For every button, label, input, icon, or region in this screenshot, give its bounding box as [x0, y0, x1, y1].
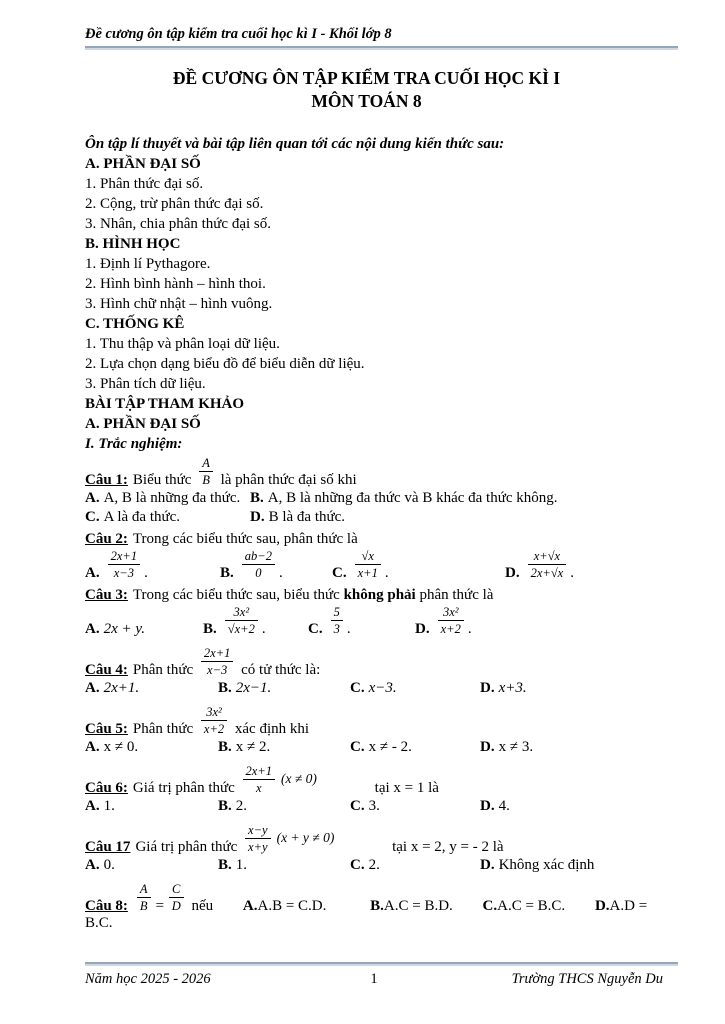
option-a [85, 620, 203, 639]
option-b-text: 1. [235, 857, 248, 873]
fraction [438, 605, 464, 636]
option-c-label: C. [332, 565, 347, 581]
option-a [85, 549, 220, 583]
section-b-item: 3. Hình chữ nhật – hình vuông. [85, 296, 273, 312]
option-c-label: C. [350, 739, 365, 755]
question-2 [85, 529, 663, 583]
option-d [480, 679, 663, 698]
fraction-denominator: x [255, 781, 262, 795]
option-b [250, 489, 663, 508]
question-2-text [85, 529, 663, 549]
question-6-text [85, 764, 663, 797]
fraction-numerator: 5 [331, 605, 343, 621]
page-header [85, 26, 678, 50]
option-c-label: C. [350, 798, 365, 814]
option-c-text: x ≠ - 2. [368, 739, 412, 755]
option-c-text: A.C = B.C. [497, 898, 566, 914]
question-1-options-row2 [85, 508, 663, 527]
footer-row [85, 971, 678, 988]
option-d [480, 738, 663, 757]
fraction-numerator: 3x² [225, 605, 258, 621]
period: . [570, 565, 574, 581]
option-b-text: x ≠ 2. [235, 739, 271, 755]
question-17-options [85, 856, 663, 875]
option-d-label: D. [480, 739, 495, 755]
fraction-numerator: ab−2 [242, 549, 275, 565]
option-c [308, 605, 415, 639]
page-footer [85, 959, 678, 988]
doc-title-line2: MÔN TOÁN 8 [311, 91, 422, 111]
fraction-denominator: 3 [333, 622, 340, 636]
option-b-text: A.C = B.D. [383, 898, 453, 914]
option-c [350, 679, 480, 698]
option-c [350, 797, 480, 816]
fraction-denominator: √x+2 [227, 622, 255, 636]
fraction [199, 456, 213, 487]
equals-sign: = [154, 898, 165, 914]
question-6-condition: (x ≠ 0) [281, 771, 317, 786]
option-b-label: B. [203, 621, 217, 637]
question-17-label: Câu 17 [85, 839, 131, 855]
question-6-pre: Giá trị phân thức [132, 780, 235, 796]
fraction [528, 549, 567, 580]
question-1-text [85, 456, 663, 489]
option-c-text: A là đa thức. [103, 509, 181, 525]
section-a-head: A. PHẦN ĐẠI SỐ [85, 156, 201, 172]
doc-title-line1: ĐỀ CƯƠNG ÔN TẬP KIỂM TRA CUỐI HỌC KÌ I [172, 68, 561, 88]
option-c [332, 549, 505, 583]
question-6-label: Câu 6: [85, 780, 128, 796]
option-b [370, 898, 453, 914]
option-d [480, 856, 663, 875]
fraction-numerator: x−y [245, 823, 271, 839]
period: . [278, 565, 283, 581]
doc-title [85, 67, 648, 113]
option-d-label: D. [480, 798, 495, 814]
option-b [203, 605, 308, 639]
question-1 [85, 456, 663, 527]
fraction [242, 549, 275, 580]
fraction [225, 605, 258, 636]
question-8 [85, 882, 663, 932]
option-a [85, 856, 218, 875]
period: . [261, 621, 266, 637]
question-3-text [85, 585, 663, 605]
option-c [85, 508, 250, 527]
question-3-label: Câu 3: [85, 587, 128, 603]
option-c-label: C. [350, 680, 365, 696]
option-c-label: C. [350, 857, 365, 873]
fraction-denominator: x+2 [203, 722, 225, 736]
fraction-denominator: 0 [255, 566, 262, 580]
period: . [467, 621, 472, 637]
fraction [201, 705, 227, 736]
question-3-emphasis: không phải [343, 587, 416, 603]
fraction-denominator: x+y [248, 840, 268, 854]
fraction-numerator: 2x+1 [108, 549, 140, 565]
section-c-head: C. THỐNG KÊ [85, 316, 185, 332]
option-b-text: 2. [235, 798, 248, 814]
option-c [350, 738, 480, 757]
header-rule [85, 46, 678, 50]
fraction-denominator: B [202, 473, 210, 487]
period: . [144, 565, 148, 581]
question-1-post: là phân thức đại số khi [220, 472, 357, 488]
fraction-numerator: 3x² [438, 605, 464, 621]
fraction [201, 646, 233, 677]
question-8-text [85, 882, 663, 932]
option-b [218, 797, 350, 816]
question-1-pre: Biểu thức [132, 472, 192, 488]
doc-body [85, 134, 663, 932]
option-b-label: B. [250, 490, 264, 506]
fraction [137, 882, 151, 913]
option-d [480, 797, 663, 816]
option-a-label: A. [85, 739, 100, 755]
fraction-numerator: 3x² [201, 705, 227, 721]
option-c-text: x−3. [368, 680, 397, 696]
option-c-text: 3. [368, 798, 380, 814]
question-5-post: xác định khi [234, 721, 310, 737]
fraction-numerator: A [199, 456, 213, 472]
option-d [505, 549, 663, 583]
option-a-text: 2x + y. [103, 621, 145, 637]
fraction-numerator: 2x+1 [243, 764, 275, 780]
question-5 [85, 705, 663, 757]
fraction [331, 605, 343, 636]
fraction-numerator: x+√x [528, 549, 567, 565]
question-3 [85, 585, 663, 639]
option-b-label: B. [218, 857, 232, 873]
question-5-pre: Phân thức [132, 721, 194, 737]
question-5-options [85, 738, 663, 757]
question-6-post: tại x = 1 là [374, 780, 439, 796]
option-a [85, 738, 218, 757]
option-d-text: A.D = B.C. [85, 898, 648, 931]
fraction-numerator: A [137, 882, 151, 898]
question-2-options [85, 549, 663, 583]
section-b-item: 1. Định lí Pythagore. [85, 256, 211, 272]
footer-rule [85, 962, 678, 966]
option-b-text: 2x−1. [235, 680, 272, 696]
option-d-label: D. [480, 857, 495, 873]
page-number: 1 [370, 971, 378, 987]
option-d-text: 4. [498, 798, 510, 814]
option-a [85, 797, 218, 816]
question-3-post: phân thức là [419, 587, 494, 603]
section-c-item: 2. Lựa chọn dạng biểu đồ để biểu diễn dữ liệu. [85, 356, 365, 372]
option-b-label: B. [218, 680, 232, 696]
section-a-item: 2. Cộng, trừ phân thức đại số. [85, 196, 264, 212]
option-c-label: C. [85, 509, 100, 525]
option-a-label: A. [85, 798, 100, 814]
option-a-label: A. [85, 621, 100, 637]
ref-sub-head: A. PHẦN ĐẠI SỐ [85, 416, 201, 432]
section-b-head: B. HÌNH HỌC [85, 236, 181, 252]
question-6-options [85, 797, 663, 816]
fraction-denominator: x−3 [207, 663, 228, 677]
option-d-label: D. [250, 509, 265, 525]
question-2-label: Câu 2: [85, 531, 128, 547]
option-d-label: D. [415, 621, 430, 637]
option-a-text: 0. [103, 857, 115, 873]
option-b-text: A, B là những đa thức và B khác đa thức không. [267, 490, 558, 506]
fraction [355, 549, 381, 580]
option-d-text: x+3. [498, 680, 527, 696]
option-b [218, 679, 350, 698]
fraction [245, 823, 271, 854]
question-8-post: nếu [191, 898, 214, 914]
fraction-denominator: x+1 [357, 566, 378, 580]
option-d-label: D. [505, 565, 520, 581]
ref-head: BÀI TẬP THAM KHẢO [85, 396, 245, 412]
question-4-text [85, 646, 663, 679]
option-a [85, 489, 250, 508]
question-5-label: Câu 5: [85, 721, 128, 737]
fraction-denominator: D [171, 899, 181, 913]
question-3-options [85, 605, 663, 639]
option-a-text: 2x+1. [103, 680, 140, 696]
question-4-post: có tử thức là: [241, 662, 321, 678]
fraction-denominator: x−3 [113, 566, 134, 580]
question-6 [85, 764, 663, 816]
option-a [243, 898, 326, 914]
option-a-text: A, B là những đa thức. [103, 490, 241, 506]
section-c-item: 3. Phân tích dữ liệu. [85, 376, 206, 392]
header-title: Đề cương ôn tập kiểm tra cuối học kì I - Khối lớp 8 [85, 26, 392, 42]
option-a-label: A. [85, 680, 100, 696]
section-b-item: 2. Hình bình hành – hình thoi. [85, 276, 266, 292]
question-17-post: tại x = 2, y = - 2 là [392, 839, 504, 855]
option-b-label: B. [218, 798, 232, 814]
option-c-text: 2. [368, 857, 380, 873]
option-b-label: B. [370, 898, 384, 914]
question-4-label: Câu 4: [85, 662, 128, 678]
option-a-label: A. [85, 857, 100, 873]
fraction [243, 764, 275, 795]
option-b-label: B. [218, 739, 232, 755]
question-4-options [85, 679, 663, 698]
question-3-pre: Trong các biểu thức sau, biểu thức [132, 587, 340, 603]
question-4 [85, 646, 663, 698]
question-4-pre: Phân thức [132, 662, 194, 678]
footer-school-name: Trường THCS Nguyễn Du [511, 971, 663, 987]
fraction-denominator: B [139, 899, 148, 913]
footer-school-year: Năm học 2025 - 2026 [85, 971, 211, 987]
intro-line: Ôn tập lí thuyết và bài tập liên quan tới các nội dung kiến thức sau: [85, 136, 505, 152]
option-d-label: D. [594, 898, 610, 914]
option-a-text: x ≠ 0. [103, 739, 139, 755]
option-d-label: D. [480, 680, 495, 696]
option-c [350, 856, 480, 875]
fraction-denominator: x+2 [440, 622, 461, 636]
question-1-options-row1 [85, 489, 663, 508]
option-a-label: A. [242, 898, 258, 914]
question-1-label: Câu 1: [85, 472, 128, 488]
option-d [415, 605, 663, 639]
question-17 [85, 823, 663, 875]
option-b [220, 549, 332, 583]
fraction-denominator: 2x+√x [530, 566, 564, 580]
question-2-stem: Trong các biểu thức sau, phân thức là [132, 531, 358, 547]
option-d-text: Không xác định [498, 857, 595, 873]
option-c-label: C. [308, 621, 323, 637]
option-d [250, 508, 663, 527]
option-c-label: C. [482, 898, 498, 914]
question-5-text [85, 705, 663, 738]
fraction-numerator: C [169, 882, 184, 898]
question-17-text [85, 823, 663, 856]
period: . [384, 565, 389, 581]
option-a-label: A. [85, 490, 100, 506]
option-b-label: B. [220, 565, 234, 581]
option-d-text: x ≠ 3. [498, 739, 534, 755]
fraction-numerator: √x [355, 549, 381, 565]
option-a-label: A. [85, 565, 100, 581]
fraction-numerator: 2x+1 [201, 646, 233, 662]
section-c-item: 1. Thu thập và phân loại dữ liệu. [85, 336, 280, 352]
option-d-text: B là đa thức. [268, 509, 346, 525]
fraction [108, 549, 140, 580]
question-17-condition: (x + y ≠ 0) [276, 830, 335, 845]
option-a-text: 1. [103, 798, 115, 814]
option-b [218, 856, 350, 875]
fraction [169, 882, 184, 913]
section-a-item: 1. Phân thức đại số. [85, 176, 204, 192]
option-b [218, 738, 350, 757]
option-c [483, 898, 566, 914]
option-a [85, 679, 218, 698]
quiz-head: I. Trắc nghiệm: [85, 436, 183, 452]
section-a-item: 3. Nhân, chia phân thức đại số. [85, 216, 271, 232]
option-a-text: A.B = C.D. [257, 898, 327, 914]
period: . [346, 621, 351, 637]
question-17-pre: Giá trị phân thức [135, 839, 238, 855]
question-8-label: Câu 8: [85, 898, 128, 914]
